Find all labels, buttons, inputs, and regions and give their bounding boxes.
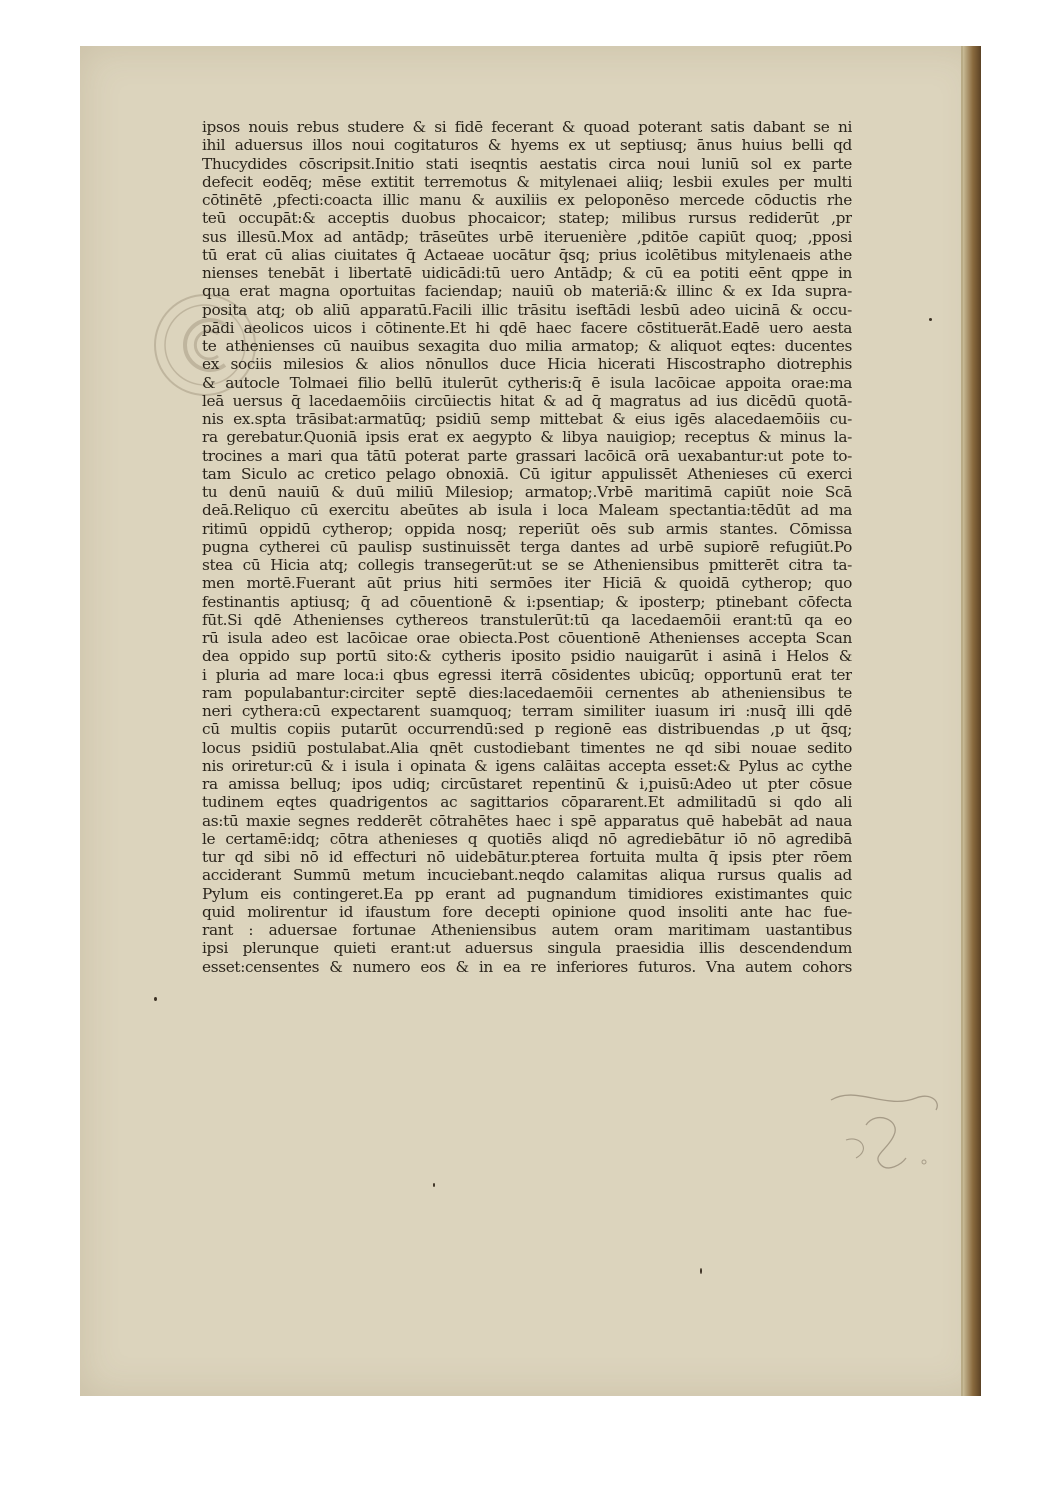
text-line: ram populabantur:circiter septē dies:lacedaemōii cernentes ab atheniensibus te: [202, 683, 852, 702]
text-line: nis oriretur:cū & i isula i opinata & igens calāitas accepta esset:& Pylus ac cythe: [202, 756, 852, 775]
text-line: esset:censentes & numero eos & in ea re inferiores futuros. Vna autem cohors: [202, 957, 852, 976]
text-line: sus illesū.Mox ad antādp; trāseūtes urbē iteruenière ,pditōe capiūt quoq; ,pposi: [202, 227, 852, 246]
text-line: trocines a mari qua tātū poterat parte grassari lacōicā orā uexabantur:ut pote to-: [202, 446, 852, 465]
text-line: tu denū nauiū & duū miliū Milesiop; armatop;.Vrbē maritimā capiūt noie Scā: [202, 483, 852, 501]
text-line: ritimū oppidū cytherop; oppida nosq; reperiūt oēs sub armis stantes. Cōmissa: [202, 519, 852, 538]
paper-speck: [700, 1268, 702, 1274]
text-line: nienses tenebāt i libertatē uidicādi:tū uero Antādp; & cū ea potiti eēnt qppe in: [202, 264, 852, 282]
text-line: te athenienses cū nauibus sexagita duo milia armatop; & aliquot eqtes: ducentes: [202, 337, 852, 355]
text-line: ipsos nouis rebus studere & si fidē fecerant & quoad poterant satis dabant se ni: [202, 118, 852, 136]
text-line: as:tū maxie segnes redderēt cōtrahētes haec i spē apparatus quē habebāt ad naua: [202, 811, 852, 830]
text-line: Pylum eis contingeret.Ea pp erant ad pugnandum timidiores existimantes quic: [202, 884, 852, 903]
text-line: i pluria ad mare loca:i qbus egressi iterrā cōsidentes ubicūq; opportunū erat ter: [202, 665, 852, 684]
paper-speck: [433, 1183, 435, 1187]
text-line: quid molirentur id ifaustum fore decepti opinione quod insoliti ante hac fue-: [202, 902, 852, 921]
text-line: fūt.Si qdē Athenienses cythereos transtulerūt:tū qa lacedaemōii erant:tū qa eo: [202, 610, 852, 629]
text-line: leā uersus q̄ lacedaemōiis circūiectis hitat & ad q̄ magratus ad ius dicēdū quotā-: [202, 391, 852, 410]
text-line: stea cū Hicia atq; collegis transegerūt:ut se se Atheniensibus pmitterēt citra ta-: [202, 556, 852, 574]
text-line: rant : aduersae fortunae Atheniensibus autem oram maritimam uastantibus: [202, 921, 852, 939]
paper-speck: [929, 318, 932, 321]
text-line: posita atq; ob aliū apparatū.Facili illic trāsitu iseftādi lesbū adeo uicinā & occu-: [202, 300, 852, 319]
text-line: ra gerebatur.Quoniā ipsis erat ex aegypto & libya nauigiop; receptus & minus la-: [202, 428, 852, 447]
text-line: men mortē.Fuerant aūt prius hiti sermōes iter Hiciā & quoidā cytherop; quo: [202, 574, 852, 593]
text-line: neri cythera:cū expectarent suamquoq; terram similiter iuasum iri :nusq̄ illi qdē: [202, 702, 852, 720]
text-line: ihil aduersus illos noui cogitaturos & hyems ex ut septiusq; ānus huius belli qd: [202, 136, 852, 155]
text-line: le certamē:idq; cōtra athenieses q quotiēs aliqd nō agrediebātur iō nō agredibā: [202, 829, 852, 848]
text-line: rū isula adeo est lacōicae orae obiecta.Post cōuentionē Athenienses accepta Scan: [202, 629, 852, 647]
text-line: nis ex.spta trāsibat:armatūq; psidiū semp mittebat & eius igēs alacedaemōiis cu-: [202, 410, 852, 428]
text-line: qua erat magna oportuitas faciendap; nauiū ob materiā:& illinc & ex Ida supra-: [202, 282, 852, 301]
text-line: pugna cytherei cū paulisp sustinuissēt terga dantes ad urbē supiorē refugiūt.Po: [202, 537, 852, 556]
text-line: deā.Reliquo cū exercitu abeūtes ab isula i loca Maleam spectantia:tēdūt ad ma: [202, 501, 852, 520]
text-line: ra amissa belluq; ipos udiq; circūstaret repentinū & i,puisū:Adeo ut pter cōsue: [202, 775, 852, 793]
text-line: Thucydides cōscripsit.Initio stati iseqntis aestatis circa noui luniū sol ex parte: [202, 154, 852, 173]
text-line: tur qd sibi nō id effecturi nō uidebātur.pterea fortuita multa q̄ ipsis pter rōem: [202, 848, 852, 866]
text-line: dea oppido sup portū sito:& cytheris iposito psidio nauigarūt i asinā i Helos &: [202, 647, 852, 666]
text-line: ipsi plerunque quieti erant:ut aduersus singula praesidia illis descendendum: [202, 939, 852, 958]
text-line: festinantis aptiusq; q̄ ad cōuentionē & i:psentiap; & iposterp; ptinebant cōfecta: [202, 592, 852, 611]
paper-speck: [154, 997, 157, 1001]
book-edge: [963, 46, 981, 1396]
text-line: ex sociis milesios & alios nōnullos duce Hicia hicerati Hiscostrapho diotrephis: [202, 355, 852, 374]
text-line: defecit eodēq; mēse extitit terremotus & mitylenaei aliiq; lesbii exules per multi: [202, 172, 852, 191]
text-line: pādi aeolicos uicos i cōtinente.Et hi qdē haec facere cōstituerāt.Eadē uero aesta: [202, 318, 852, 337]
flourish-ornament: [826, 1080, 946, 1180]
text-line: acciderant Summū metum incuciebant.neqdo calamitas aliqua rursus qualis ad: [202, 866, 852, 885]
text-line: teū occupāt:& acceptis duobus phocaicor; statep; milibus rursus rediderūt ,pr: [202, 209, 852, 228]
text-line: tū erat cū alias ciuitates q̄ Actaeae uocātur q̄sq; prius icolētibus mitylenaeis athe: [202, 245, 852, 264]
text-line: tudinem eqtes quadrigentos ac sagittarios cōpararent.Et admilitadū si qdo ali: [202, 793, 852, 812]
text-line: locus psidiū postulabat.Alia qnēt custodiebant timentes ne qd sibi nouae sedito: [202, 738, 852, 757]
incunable-text-column: [202, 118, 852, 976]
text-line: cū multis copiis putarūt occurrendū:sed p regionē eas distribuendas ,p ut q̄sq;: [202, 720, 852, 739]
text-line: & autocle Tolmaei filio bellū itulerūt cytheris:q̄ ē isula lacōicae appoita orae:ma: [202, 373, 852, 392]
text-line: cōtinētē ,pfecti:coacta illic manu & auxiliis ex peloponēso mercede cōductis rhe: [202, 191, 852, 209]
text-line: tam Siculo ac cretico pelago obnoxiā. Cū igitur appulissēt Athenieses cū exerci: [202, 464, 852, 483]
